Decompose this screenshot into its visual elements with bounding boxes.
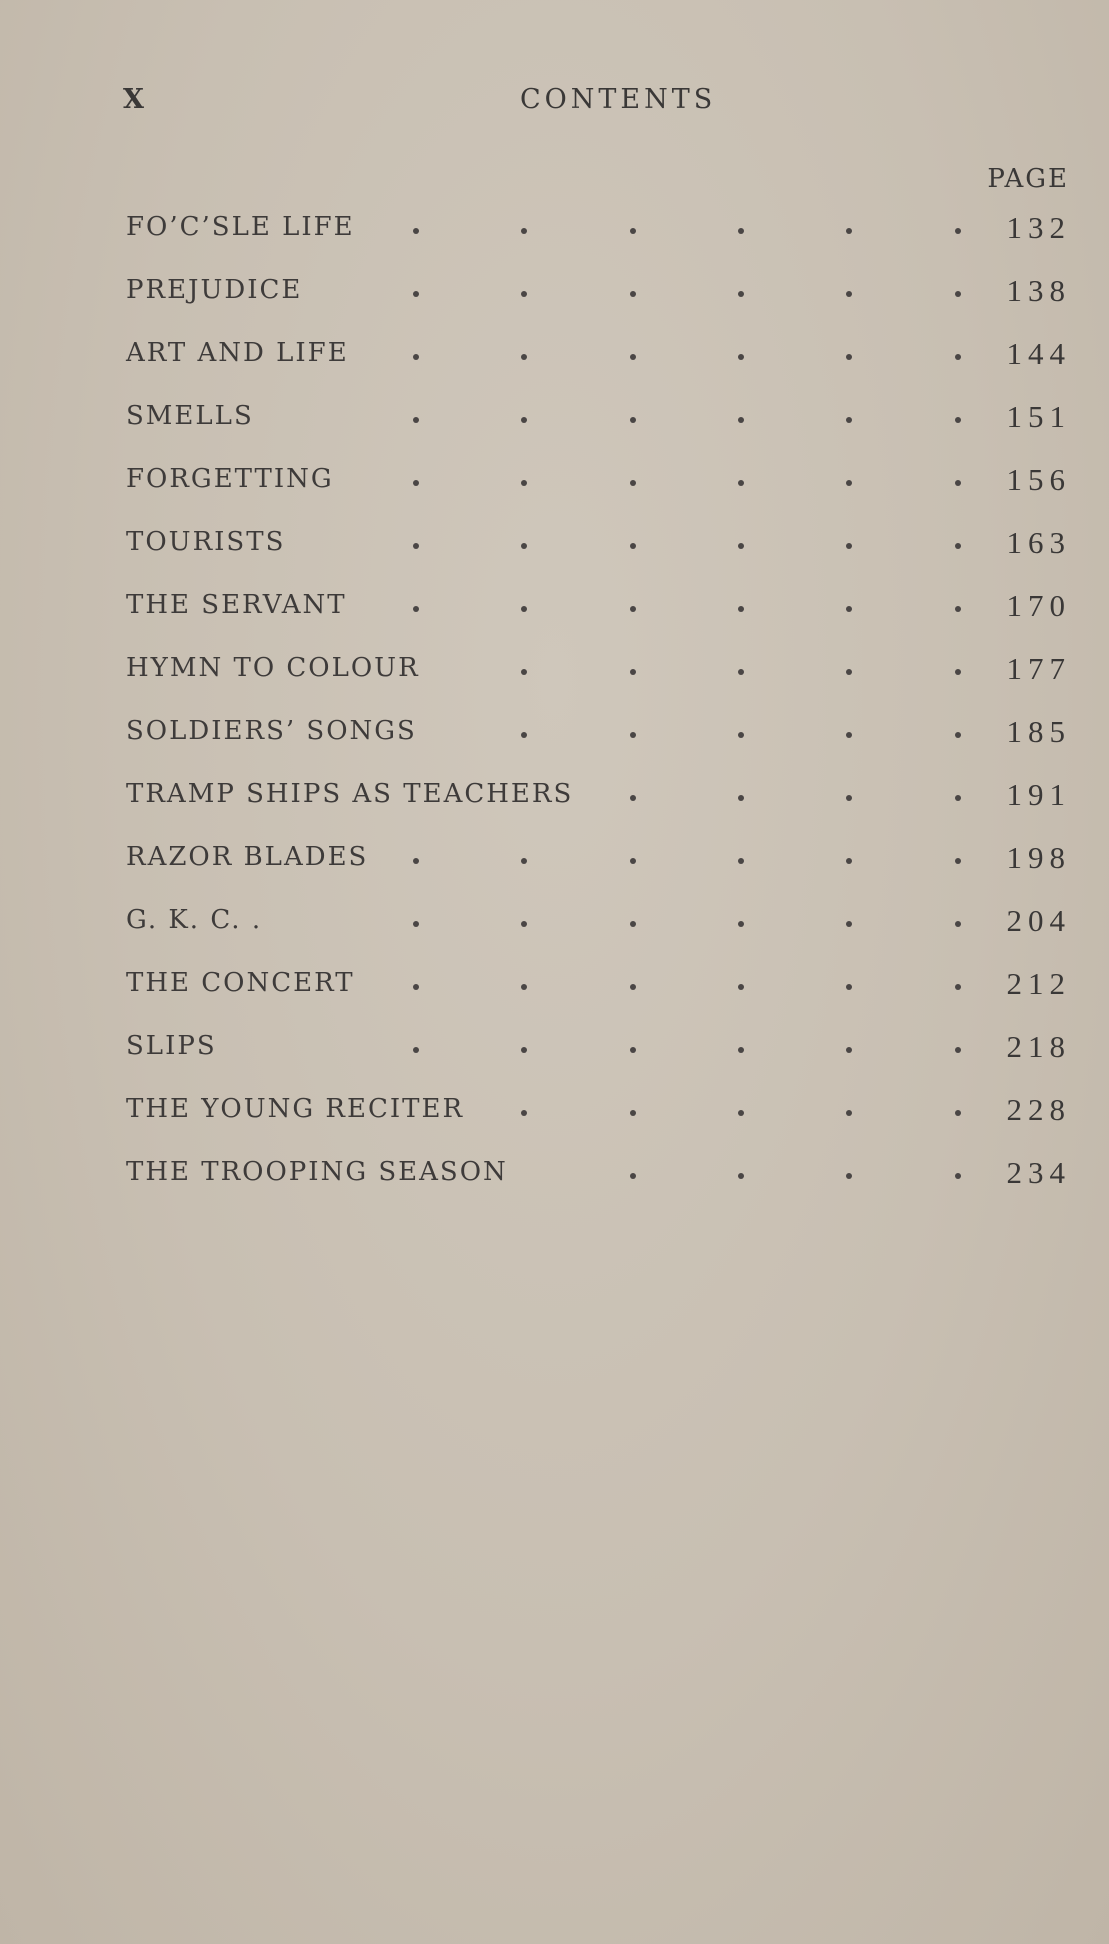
entry-title: HYMN TO COLOUR <box>126 653 420 683</box>
entry-title: ART AND LIFE <box>126 338 349 368</box>
leader-dot <box>846 543 852 549</box>
toc-entry <box>0 212 1109 260</box>
entry-title: THE CONCERT <box>126 968 355 998</box>
leader-dot <box>521 984 527 990</box>
leader-dot <box>521 228 527 234</box>
leader-dot <box>521 543 527 549</box>
leader-dot <box>955 606 961 612</box>
leader-dot <box>630 1110 636 1116</box>
leader-dot <box>738 354 744 360</box>
leader-dot <box>630 858 636 864</box>
leader-dot <box>413 480 419 486</box>
page-folio: X <box>123 84 144 115</box>
leader-dot <box>738 732 744 738</box>
leader-dot <box>955 921 961 927</box>
leader-dot <box>846 984 852 990</box>
entry-title: RAZOR BLADES <box>126 842 369 872</box>
leader-dot <box>738 984 744 990</box>
leader-dot <box>521 417 527 423</box>
leader-dot <box>630 606 636 612</box>
leader-dot <box>630 417 636 423</box>
page-column-label: PAGE <box>987 164 1069 194</box>
leader-dot <box>846 480 852 486</box>
leader-dot <box>738 921 744 927</box>
leader-dot <box>955 1047 961 1053</box>
leader-dot <box>630 984 636 990</box>
toc-entry <box>0 842 1109 890</box>
leader-dot <box>955 858 961 864</box>
leader-dot <box>630 228 636 234</box>
entry-page-number: 144 <box>1006 336 1071 371</box>
toc-entry <box>0 905 1109 953</box>
leader-dot <box>413 354 419 360</box>
leader-dot <box>521 354 527 360</box>
entry-page-number: 151 <box>1006 399 1071 434</box>
leader-dot <box>521 921 527 927</box>
leader-dot <box>521 480 527 486</box>
toc-entry <box>0 779 1109 827</box>
leader-dot <box>846 1047 852 1053</box>
entry-title: TRAMP SHIPS AS TEACHERS <box>126 779 574 809</box>
entry-title: G. K. C. . <box>126 905 263 935</box>
leader-dot <box>738 228 744 234</box>
leader-dot <box>738 858 744 864</box>
leader-dot <box>955 1173 961 1179</box>
leader-dot <box>630 480 636 486</box>
leader-dot <box>955 480 961 486</box>
leader-dot <box>955 984 961 990</box>
leader-dot <box>846 732 852 738</box>
leader-dot <box>521 669 527 675</box>
entry-page-number: 156 <box>1006 462 1071 497</box>
entry-title: PREJUDICE <box>126 275 303 305</box>
page-title: CONTENTS <box>520 84 717 115</box>
leader-dot <box>846 858 852 864</box>
entry-page-number: 177 <box>1006 651 1071 686</box>
leader-dot <box>846 417 852 423</box>
entry-page-number: 163 <box>1006 525 1071 560</box>
entry-title: FO’C’SLE LIFE <box>126 212 355 242</box>
leader-dot <box>955 795 961 801</box>
leader-dot <box>955 291 961 297</box>
entry-title: THE TROOPING SEASON <box>126 1157 508 1187</box>
leader-dot <box>630 1047 636 1053</box>
leader-dot <box>630 795 636 801</box>
leader-dot <box>846 795 852 801</box>
entry-page-number: 204 <box>1006 903 1071 938</box>
entry-page-number: 185 <box>1006 714 1071 749</box>
leader-dot <box>521 858 527 864</box>
toc-entry <box>0 590 1109 638</box>
leader-dot <box>955 669 961 675</box>
toc-entry <box>0 1094 1109 1142</box>
leader-dot <box>630 354 636 360</box>
leader-dot <box>521 732 527 738</box>
entry-page-number: 191 <box>1006 777 1071 812</box>
entry-page-number: 138 <box>1006 273 1071 308</box>
leader-dot <box>738 1173 744 1179</box>
toc-entry <box>0 527 1109 575</box>
entry-title: THE SERVANT <box>126 590 347 620</box>
leader-dot <box>738 480 744 486</box>
toc-entry <box>0 275 1109 323</box>
toc-entry <box>0 338 1109 386</box>
entry-page-number: 132 <box>1006 210 1071 245</box>
leader-dot <box>413 984 419 990</box>
leader-dot <box>738 543 744 549</box>
leader-dot <box>413 543 419 549</box>
leader-dot <box>955 543 961 549</box>
toc-entry <box>0 653 1109 701</box>
leader-dot <box>738 1110 744 1116</box>
entry-page-number: 228 <box>1006 1092 1071 1127</box>
entry-title: SMELLS <box>126 401 254 431</box>
leader-dot <box>413 417 419 423</box>
leader-dot <box>846 606 852 612</box>
leader-dot <box>955 417 961 423</box>
entry-page-number: 212 <box>1006 966 1071 1001</box>
entry-page-number: 218 <box>1006 1029 1071 1064</box>
leader-dot <box>521 1047 527 1053</box>
leader-dot <box>738 606 744 612</box>
entry-page-number: 234 <box>1006 1155 1071 1190</box>
leader-dot <box>738 417 744 423</box>
toc-entry <box>0 401 1109 449</box>
leader-dot <box>630 732 636 738</box>
leader-dot <box>846 228 852 234</box>
leader-dot <box>630 1173 636 1179</box>
leader-dot <box>738 669 744 675</box>
leader-dot <box>413 291 419 297</box>
leader-dot <box>846 921 852 927</box>
toc-entry <box>0 1031 1109 1079</box>
entry-title: THE YOUNG RECITER <box>126 1094 465 1124</box>
leader-dot <box>846 1173 852 1179</box>
leader-dot <box>955 354 961 360</box>
leader-dot <box>955 228 961 234</box>
entry-title: TOURISTS <box>126 527 286 557</box>
leader-dot <box>846 291 852 297</box>
leader-dot <box>955 1110 961 1116</box>
toc-entry <box>0 464 1109 512</box>
leader-dot <box>630 921 636 927</box>
toc-entry <box>0 716 1109 764</box>
leader-dot <box>738 1047 744 1053</box>
leader-dot <box>955 732 961 738</box>
leader-dot <box>846 354 852 360</box>
leader-dot <box>738 795 744 801</box>
leader-dot <box>413 606 419 612</box>
leader-dot <box>630 543 636 549</box>
leader-dot <box>738 291 744 297</box>
toc-entry <box>0 1157 1109 1205</box>
entry-title: SOLDIERS’ SONGS <box>126 716 417 746</box>
leader-dot <box>521 606 527 612</box>
leader-dot <box>413 1047 419 1053</box>
leader-dot <box>630 291 636 297</box>
entry-page-number: 198 <box>1006 840 1071 875</box>
toc-entry <box>0 968 1109 1016</box>
entry-title: SLIPS <box>126 1031 217 1061</box>
leader-dot <box>521 1110 527 1116</box>
leader-dot <box>413 921 419 927</box>
leader-dot <box>413 858 419 864</box>
leader-dot <box>521 291 527 297</box>
leader-dot <box>846 669 852 675</box>
leader-dot <box>630 669 636 675</box>
leader-dot <box>413 228 419 234</box>
entry-page-number: 170 <box>1006 588 1071 623</box>
entry-title: FORGETTING <box>126 464 334 494</box>
leader-dot <box>846 1110 852 1116</box>
